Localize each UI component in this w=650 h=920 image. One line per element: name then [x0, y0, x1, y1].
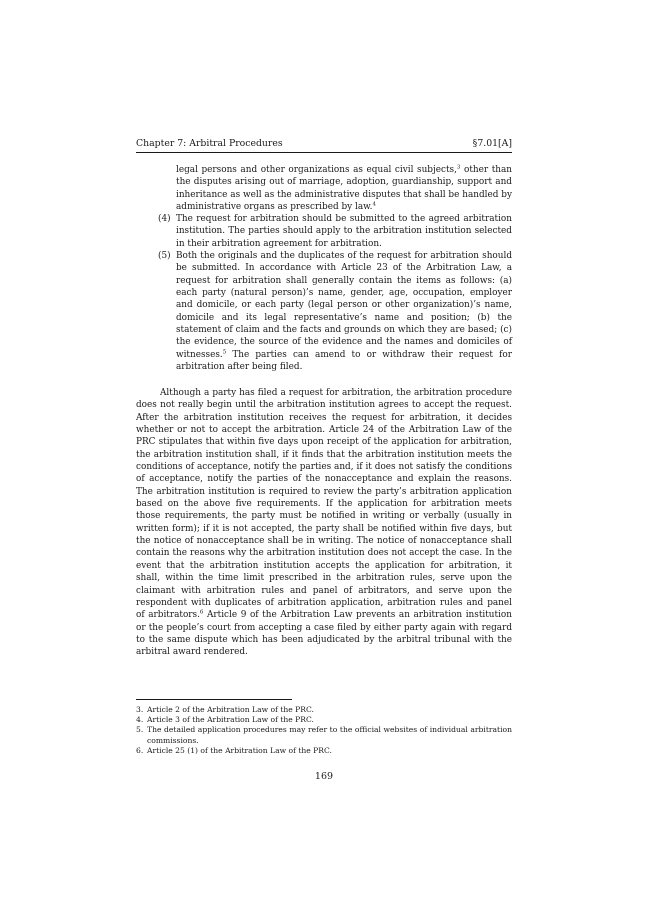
list-item-text: The request for arbitration should be submitted to the agreed arbitration institution. The parties should apply to the arbitration institution selected in their arbitration agreement for arbitration. — [176, 214, 512, 249]
footnote-ref-5[interactable]: 5 — [222, 349, 227, 356]
list-item-number: (4) — [158, 214, 171, 224]
chapter-title: Chapter 7: Arbitral Procedures — [136, 138, 283, 149]
list-item-text-part2: The parties can amend to or withdraw their request for arbitration after being filed. — [176, 349, 512, 373]
footnote — [136, 746, 512, 756]
list-item-text-part1: Both the originals and the duplicates of the request for arbitration should be submitted. In accordance with Article 23 of the Arbitration Law, a request for arbitration shall generally contain the items as follows: (a) each party (natural person)’s name, gender, age, occupation, employer and domicile, or each party (legal person or other organization)’s name, domicile and its legal representative’s name and position; (b) the statement of claim and the facts and grounds on which they are based; (c) the evidence, the source of the evidence and the names and domiciles of witnesses. — [176, 251, 512, 360]
footnote-number: 4. — [136, 715, 144, 725]
body-text-part2: Article 9 of the Arbitration Law prevents an arbitration institution or the people’s court from accepting a case filed by either party again with regard to the same dispute which has been adjudicated by the arbitral tribunal with the arbitral award rendered. — [136, 610, 512, 658]
footnote-ref-6[interactable]: 6 — [199, 609, 204, 616]
list-item — [136, 213, 512, 250]
footnote-text: Article 25 (1) of the Arbitration Law of the PRC. — [147, 745, 332, 755]
footnote — [136, 705, 512, 715]
body-text-part1: Although a party has filed a request for arbitration, the arbitration procedure does not really begin until the arbitration institution agrees to accept the request. After the arbitration institution receives the request for arbitration, it decides whether or not to accept the arbitration. Article 24 of the Arbitration Law of the PRC stipulates that within five days upon receipt of the application for arbitration, the arbitration institution shall, if it finds that the arbitration institution meets the conditions of acceptance, notify the parties and, if it does not satisfy the conditions of acceptance, notify the parties of the nonacceptance and explain the reasons. The arbitration institution is required to review the party’s arbitration application based on the above five requirements. If the application for arbitration meets those requirements, the party must be notified in writing or verbally (usually in written form); if it is not accepted, the party shall be notified within five days, but the notice of nonacceptance shall be in writing. The notice of nonacceptance shall contain the reasons why the arbitration institution does not accept the case. In the event that the arbitration institution accepts the application for arbitration, it shall, within the time limit prescribed in the arbitration rules, serve upon the claimant with arbitration rules and panel of arbitrators, and serve upon the respondent with duplicates of arbitration application, arbitration rules and panel of arbitrators. — [136, 388, 512, 621]
section-number: §7.01[A] — [472, 138, 512, 149]
continued-text-part2: other than the disputes arising out of marriage, adoption, guardianship, support and inheritance as well as the administrative disputes that shall be handled by administrative organs as prescribed by law. — [176, 165, 512, 213]
footnote — [136, 725, 512, 745]
footnote-number: 6. — [136, 745, 144, 755]
page-number: 169 — [314, 771, 334, 782]
body-paragraph — [136, 387, 512, 659]
footnote-number: 3. — [136, 705, 144, 714]
list-item — [136, 250, 512, 373]
footnote-ref-3[interactable]: 3 — [456, 164, 461, 171]
requirements-list — [136, 213, 512, 373]
footnotes — [136, 705, 512, 756]
footnote-rule — [136, 699, 292, 700]
footnote-number: 5. — [136, 725, 144, 735]
header-rule — [136, 152, 512, 153]
footnote-text: The detailed application procedures may refer to the official websites of individual arbitration commissions. — [147, 725, 512, 745]
list-item-number: (5) — [158, 251, 171, 262]
footnote-ref-4[interactable]: 4 — [372, 201, 376, 208]
continued-list-item — [176, 164, 512, 213]
footnote-text: Article 2 of the Arbitration Law of the PRC. — [147, 705, 314, 714]
continued-text-part1: legal persons and other organizations as equal civil subjects, — [176, 165, 457, 175]
footnote-text: Article 3 of the Arbitration Law of the PRC. — [147, 715, 314, 725]
footnote — [136, 715, 512, 725]
